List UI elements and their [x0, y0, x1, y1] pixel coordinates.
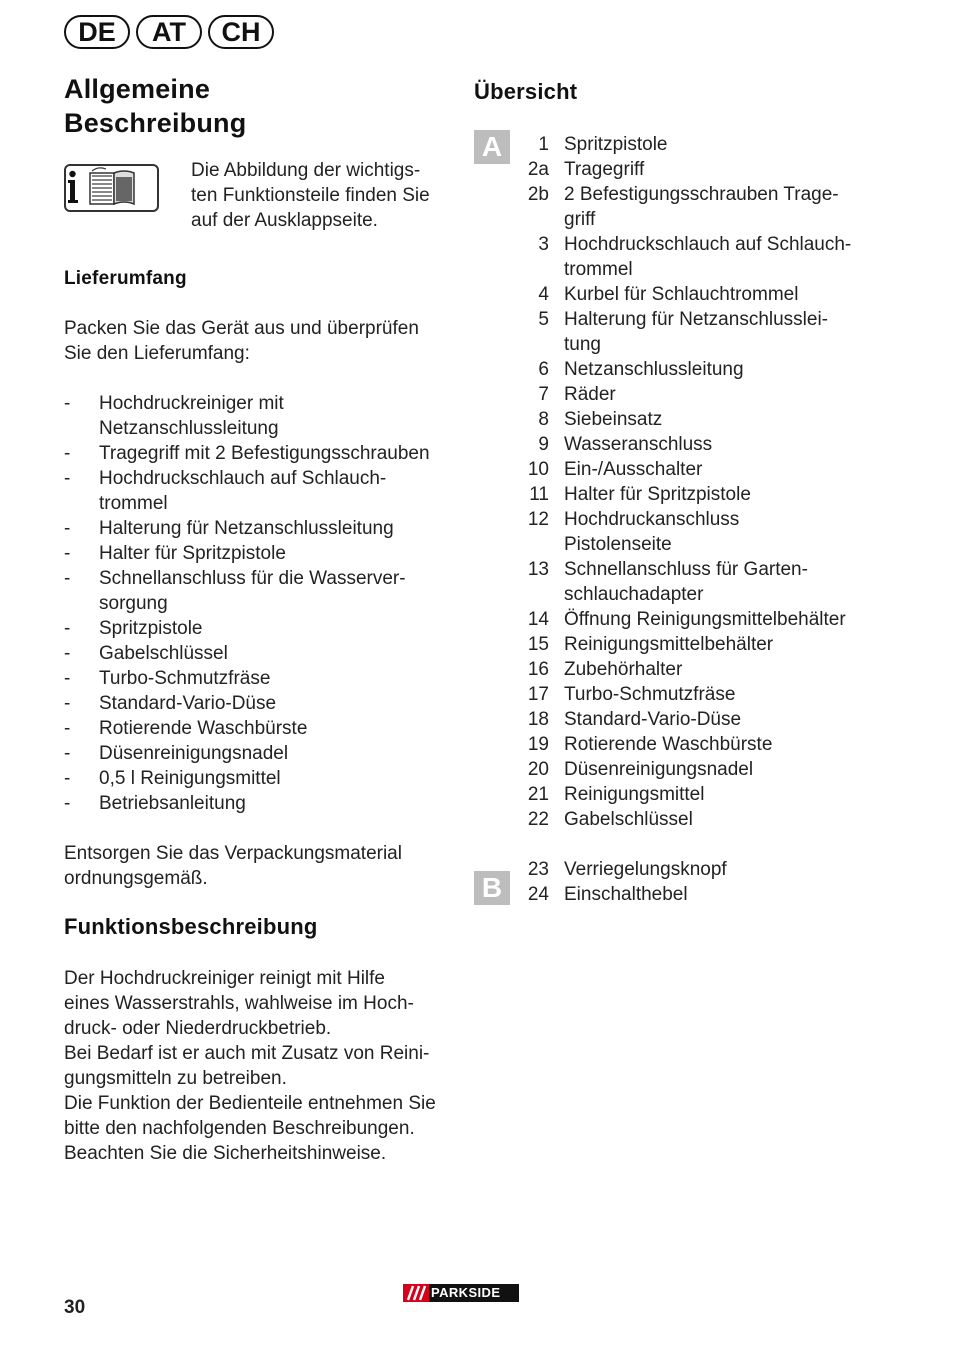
part-number: 16 — [527, 659, 549, 680]
figure-marker-b: B — [474, 871, 510, 905]
delivery-item — [64, 666, 454, 691]
part-label-line: Kurbel für Schlauchtrommel — [564, 284, 799, 305]
delivery-item-line: Halter für Spritzpistole — [99, 543, 286, 564]
part-label — [564, 632, 864, 657]
part-label — [564, 732, 864, 757]
part-item — [474, 632, 914, 657]
part-label — [564, 132, 864, 157]
part-label-line: Zubehörhalter — [564, 659, 683, 680]
function-description — [64, 966, 454, 1166]
brand-logo — [403, 1284, 519, 1302]
part-label-line: Reinigungsmittel — [564, 784, 705, 805]
function-description-line: Bei Bedarf ist er auch mit Zusatz von Reini- — [64, 1043, 430, 1064]
part-item — [474, 407, 914, 432]
part-label-line: Schnellanschluss für Garten- — [564, 559, 808, 580]
part-label — [564, 157, 864, 182]
part-label-line: Netzanschlussleitung — [564, 359, 744, 380]
part-item — [474, 607, 914, 632]
delivery-item — [64, 641, 454, 666]
info-text-line: ten Funktionsteile finden Sie — [191, 185, 430, 206]
delivery-item-line: Betriebsanleitung — [99, 793, 246, 814]
overview-group-b — [474, 857, 914, 907]
part-item — [474, 232, 914, 282]
part-label-line: Verriegelungsknopf — [564, 859, 727, 880]
parts-list-b — [474, 857, 914, 907]
part-number: 7 — [538, 384, 549, 405]
delivery-item — [64, 741, 454, 766]
delivery-item-line: Turbo-Schmutzfräse — [99, 668, 271, 689]
part-number: 21 — [527, 784, 549, 805]
delivery-item-line: Düsenreinigungsnadel — [99, 743, 289, 764]
part-number: 3 — [538, 234, 549, 255]
page-title-line-2: Beschreibung — [64, 108, 247, 138]
part-number: 12 — [527, 509, 549, 530]
part-item — [474, 132, 914, 157]
part-label-line: tung — [564, 334, 601, 355]
function-description-line: bitte den nachfolgenden Beschreibungen. — [64, 1118, 415, 1139]
part-item — [474, 657, 914, 682]
part-number: 19 — [527, 734, 549, 755]
part-item — [474, 682, 914, 707]
part-item — [474, 282, 914, 307]
part-label — [564, 782, 864, 807]
part-number: 2b — [527, 184, 549, 205]
part-number: 24 — [527, 884, 549, 905]
part-item — [474, 707, 914, 732]
part-label — [564, 657, 864, 682]
brand-stripes-icon — [403, 1284, 429, 1302]
delivery-item — [64, 441, 454, 466]
part-number: 17 — [527, 684, 549, 705]
part-label-line: Düsenreinigungsnadel — [564, 759, 754, 780]
list-dash: - — [64, 718, 71, 739]
part-label — [564, 557, 864, 607]
part-label — [564, 457, 864, 482]
delivery-item — [64, 791, 454, 816]
part-number: 4 — [538, 284, 549, 305]
part-label — [564, 182, 864, 232]
function-description-line: Der Hochdruckreiniger reinigt mit Hilfe — [64, 968, 385, 989]
part-label — [564, 357, 864, 382]
delivery-item — [64, 466, 454, 516]
part-number: 18 — [527, 709, 549, 730]
list-dash: - — [64, 443, 71, 464]
part-label — [564, 607, 864, 632]
part-number: 22 — [527, 809, 549, 830]
delivery-item — [64, 716, 454, 741]
delivery-item-line: sorgung — [99, 593, 168, 614]
part-label-line: Reinigungsmittelbehälter — [564, 634, 774, 655]
function-description-line: gungsmitteln zu betreiben. — [64, 1068, 287, 1089]
part-number: 1 — [538, 134, 549, 155]
foldout-page-icon — [64, 164, 159, 212]
part-label-line: Räder — [564, 384, 616, 405]
left-column — [64, 72, 454, 1166]
page-title-line-1: Allgemeine — [64, 74, 211, 104]
part-label — [564, 482, 864, 507]
part-item — [474, 507, 914, 557]
list-dash: - — [64, 693, 71, 714]
part-item — [474, 882, 914, 907]
country-badges — [64, 15, 274, 49]
overview-heading: Übersicht — [474, 79, 578, 104]
delivery-item — [64, 616, 454, 641]
delivery-heading: Lieferumfang — [64, 268, 187, 289]
part-label-line: Ein-/Ausschalter — [564, 459, 703, 480]
right-column — [474, 72, 914, 907]
part-number: 2a — [527, 159, 549, 180]
part-label — [564, 707, 864, 732]
part-label-line: Hochdruckschlauch auf Schlauch- — [564, 234, 852, 255]
country-badge-ch: CH — [208, 15, 274, 49]
part-number: 14 — [527, 609, 549, 630]
part-item — [474, 782, 914, 807]
part-label-line: Standard-Vario-Düse — [564, 709, 742, 730]
list-dash: - — [64, 743, 71, 764]
delivery-item-line: Tragegriff mit 2 Befestigungsschrauben — [99, 443, 430, 464]
delivery-item-line: Schnellanschluss für die Wasserver- — [99, 568, 406, 589]
part-label-line: griff — [564, 209, 596, 230]
delivery-item — [64, 516, 454, 541]
list-dash: - — [64, 643, 71, 664]
list-dash: - — [64, 518, 71, 539]
country-badge-at: AT — [136, 15, 202, 49]
part-item — [474, 382, 914, 407]
function-description-line: Beachten Sie die Sicherheitshinweise. — [64, 1143, 387, 1164]
part-label — [564, 382, 864, 407]
part-label-line: Wasseranschluss — [564, 434, 713, 455]
delivery-item-line: Hochdruckreiniger mit — [99, 393, 284, 414]
delivery-item-line: Spritzpistole — [99, 618, 203, 639]
part-item — [474, 557, 914, 607]
list-dash: - — [64, 393, 71, 414]
part-label-line: Siebeinsatz — [564, 409, 663, 430]
delivery-item — [64, 766, 454, 791]
delivery-item-line: Netzanschlussleitung — [99, 418, 279, 439]
part-label — [564, 507, 864, 557]
part-number: 6 — [538, 359, 549, 380]
part-item — [474, 732, 914, 757]
list-dash: - — [64, 468, 71, 489]
delivery-item-line: Hochdruckschlauch auf Schlauch- — [99, 468, 387, 489]
info-text-line: Die Abbildung der wichtigs- — [191, 160, 421, 181]
delivery-list — [64, 391, 454, 816]
part-label-line: Halterung für Netzanschlusslei- — [564, 309, 829, 330]
list-dash: - — [64, 668, 71, 689]
part-label — [564, 857, 864, 882]
part-number: 23 — [527, 859, 549, 880]
part-label-line: Halter für Spritzpistole — [564, 484, 751, 505]
part-item — [474, 457, 914, 482]
part-label — [564, 232, 864, 282]
part-number: 11 — [529, 484, 549, 505]
overview-group-a — [474, 132, 914, 832]
part-label — [564, 807, 864, 832]
delivery-item — [64, 566, 454, 616]
info-text-line: auf der Ausklappseite. — [191, 210, 378, 231]
disposal-note-line: ordnungsgemäß. — [64, 868, 208, 889]
part-label-line: Tragegriff — [564, 159, 645, 180]
part-label-line: Gabelschlüssel — [564, 809, 693, 830]
function-description-line: druck- oder Niederdruckbetrieb. — [64, 1018, 332, 1039]
brand-name: PARKSIDE — [431, 1285, 501, 1300]
function-heading: Funktionsbeschreibung — [64, 914, 318, 939]
part-number: 20 — [527, 759, 549, 780]
part-number: 15 — [527, 634, 549, 655]
part-number: 13 — [527, 559, 549, 580]
list-dash: - — [64, 568, 71, 589]
part-number: 9 — [538, 434, 549, 455]
part-label-line: Einschalthebel — [564, 884, 688, 905]
delivery-intro — [64, 316, 454, 366]
page-title — [64, 72, 454, 140]
part-number: 8 — [538, 409, 549, 430]
disposal-note-line: Entsorgen Sie das Verpackungsmaterial — [64, 843, 402, 864]
list-dash: - — [64, 768, 71, 789]
part-item — [474, 182, 914, 232]
part-item — [474, 432, 914, 457]
part-label-line: Hochdruckanschluss — [564, 509, 740, 530]
part-number: 5 — [538, 309, 549, 330]
delivery-item-line: Halterung für Netzanschlussleitung — [99, 518, 394, 539]
part-item — [474, 757, 914, 782]
part-item — [474, 857, 914, 882]
part-item — [474, 157, 914, 182]
parts-list-a — [474, 132, 914, 832]
part-label — [564, 882, 864, 907]
page-number: 30 — [64, 1297, 86, 1318]
part-label-line: 2 Befestigungsschrauben Trage- — [564, 184, 839, 205]
disposal-note — [64, 841, 454, 891]
part-item — [474, 482, 914, 507]
part-label — [564, 407, 864, 432]
part-label-line: trommel — [564, 259, 633, 280]
delivery-item-line: 0,5 l Reinigungsmittel — [99, 768, 281, 789]
part-label-line: Öffnung Reinigungsmittelbehälter — [564, 609, 846, 630]
part-number: 10 — [527, 459, 549, 480]
part-label — [564, 757, 864, 782]
delivery-item — [64, 541, 454, 566]
function-description-line: eines Wasserstrahls, wahlweise im Hoch- — [64, 993, 414, 1014]
delivery-item-line: Gabelschlüssel — [99, 643, 228, 664]
function-description-line: Die Funktion der Bedienteile entnehmen Sie — [64, 1093, 436, 1114]
part-label-line: Spritzpistole — [564, 134, 668, 155]
info-text — [191, 158, 451, 233]
delivery-intro-line: Packen Sie das Gerät aus und überprüfen — [64, 318, 419, 339]
part-label — [564, 282, 864, 307]
part-item — [474, 357, 914, 382]
delivery-item-line: trommel — [99, 493, 168, 514]
figure-marker-a: A — [474, 130, 510, 164]
part-label-line: Turbo-Schmutzfräse — [564, 684, 736, 705]
delivery-item — [64, 691, 454, 716]
list-dash: - — [64, 543, 71, 564]
part-label — [564, 307, 864, 357]
part-label — [564, 432, 864, 457]
info-note — [64, 158, 454, 233]
country-badge-de: DE — [64, 15, 130, 49]
list-dash: - — [64, 618, 71, 639]
part-label-line: Rotierende Waschbürste — [564, 734, 773, 755]
part-label — [564, 682, 864, 707]
delivery-intro-line: Sie den Lieferumfang: — [64, 343, 250, 364]
delivery-item-line: Rotierende Waschbürste — [99, 718, 308, 739]
part-item — [474, 807, 914, 832]
part-item — [474, 307, 914, 357]
delivery-item-line: Standard-Vario-Düse — [99, 693, 277, 714]
delivery-item — [64, 391, 454, 441]
part-label-line: schlauchadapter — [564, 584, 704, 605]
part-label-line: Pistolenseite — [564, 534, 672, 555]
list-dash: - — [64, 793, 71, 814]
